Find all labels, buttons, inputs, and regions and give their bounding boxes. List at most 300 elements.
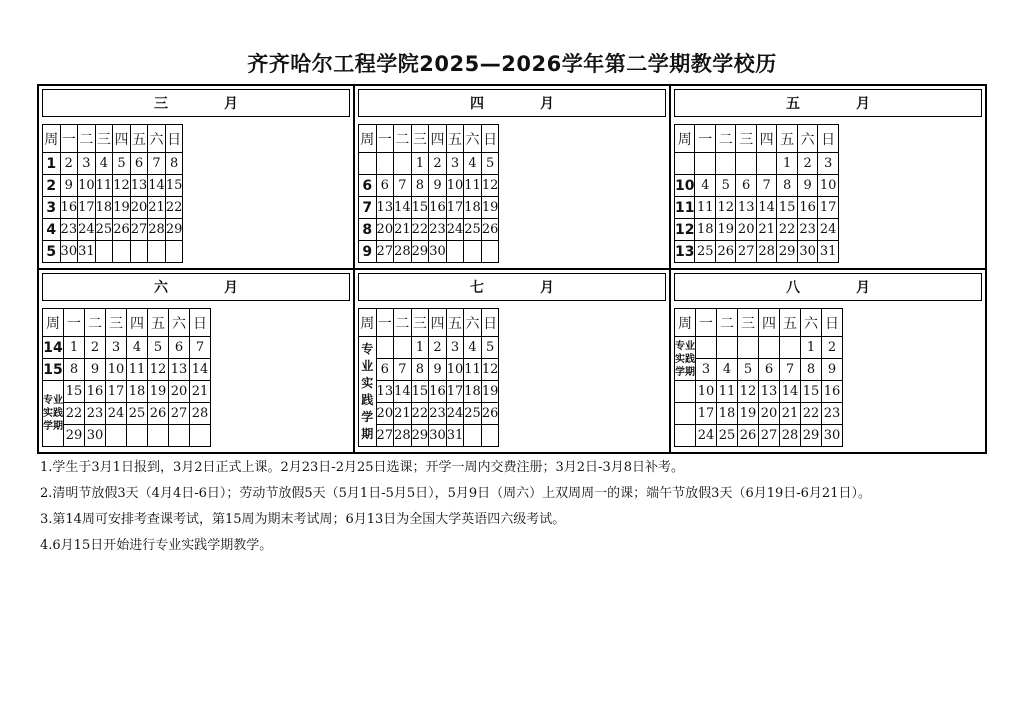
day-cell: 13	[130, 175, 148, 197]
day-cell: 26	[113, 219, 131, 241]
day-cell: 12	[148, 359, 169, 381]
day-cell: 12	[113, 175, 131, 197]
weekday-header-row	[359, 125, 499, 153]
weekday-header: 一	[60, 125, 78, 153]
week-number: 13	[675, 241, 695, 263]
day-cell: 10	[106, 359, 127, 381]
weekday-header: 二	[715, 125, 735, 153]
day-cell: 7	[756, 175, 776, 197]
day-cell: 16	[85, 381, 106, 403]
week-row	[675, 175, 839, 197]
week-number	[675, 153, 695, 175]
day-cell: 29	[411, 241, 429, 263]
month-unit: 月	[856, 280, 870, 296]
day-cell: 17	[106, 381, 127, 403]
day-cell: 13	[736, 197, 756, 219]
day-cell: 9	[60, 175, 78, 197]
day-cell: 10	[696, 381, 717, 403]
week-row	[359, 359, 499, 381]
day-cell: 6	[130, 153, 148, 175]
week-row	[675, 359, 843, 381]
week-number	[359, 153, 377, 175]
weekday-header: 二	[717, 309, 738, 337]
day-cell: 26	[148, 403, 169, 425]
day-cell: 12	[481, 175, 499, 197]
month-header	[42, 89, 350, 117]
day-cell: 8	[777, 175, 797, 197]
day-cell: 28	[394, 425, 412, 447]
practice-term-label-char: 学	[361, 409, 374, 424]
month-unit: 月	[224, 280, 238, 296]
day-cell	[481, 241, 499, 263]
day-cell: 30	[797, 241, 817, 263]
week-column-header: 周	[43, 125, 61, 153]
day-cell: 30	[60, 241, 78, 263]
day-cell: 27	[376, 425, 394, 447]
day-cell: 6	[169, 337, 190, 359]
week-row	[675, 337, 843, 359]
day-cell: 25	[464, 403, 482, 425]
note-item: 1.学生于3月1日报到，3月2日正式上课。2月23日-2月25日选课；开学一周内交费注册；3月2日-3月8日补考。	[40, 460, 684, 475]
day-cell	[394, 153, 412, 175]
week-number: 11	[675, 197, 695, 219]
month-unit: 月	[224, 96, 238, 112]
day-cell: 20	[169, 381, 190, 403]
week-row	[43, 197, 183, 219]
weekday-header: 四	[429, 309, 447, 337]
day-cell: 29	[411, 425, 429, 447]
calendar-frame	[37, 84, 987, 454]
weekday-header: 五	[446, 309, 464, 337]
month-name: 三	[154, 96, 168, 112]
day-cell: 18	[127, 381, 148, 403]
day-cell: 17	[446, 381, 464, 403]
week-row	[359, 219, 499, 241]
day-cell: 16	[60, 197, 78, 219]
day-cell: 14	[394, 381, 412, 403]
week-row	[359, 175, 499, 197]
day-cell: 9	[429, 175, 447, 197]
week-number: 1	[43, 153, 61, 175]
week-row	[43, 381, 211, 403]
day-cell: 4	[464, 153, 482, 175]
day-cell: 21	[394, 219, 412, 241]
day-cell	[394, 337, 412, 359]
week-number: 5	[43, 241, 61, 263]
day-cell: 6	[736, 175, 756, 197]
day-cell: 27	[169, 403, 190, 425]
day-cell: 5	[715, 175, 735, 197]
weekday-header: 一	[696, 309, 717, 337]
day-cell	[169, 425, 190, 447]
week-row	[359, 153, 499, 175]
week-column-header: 周	[675, 125, 695, 153]
weekday-header: 日	[822, 309, 843, 337]
day-cell: 16	[429, 381, 447, 403]
week-row	[359, 241, 499, 263]
day-cell: 2	[822, 337, 843, 359]
week-row	[359, 337, 499, 359]
weekday-header: 三	[736, 125, 756, 153]
day-cell: 29	[801, 425, 822, 447]
weekday-header-row	[359, 309, 499, 337]
day-cell: 17	[78, 197, 96, 219]
weekday-header: 日	[481, 125, 499, 153]
practice-term-label-line: 专业	[675, 341, 695, 352]
weekday-header: 五	[446, 125, 464, 153]
week-number: 3	[43, 197, 61, 219]
week-row	[43, 153, 183, 175]
week-row	[675, 197, 839, 219]
day-cell: 8	[411, 175, 429, 197]
note-item: 3.第14周可安排考查课考试，第15周为期末考试周；6月13日为全国大学英语四六级考试。	[40, 512, 566, 527]
month-name: 八	[786, 280, 800, 296]
day-cell: 20	[736, 219, 756, 241]
day-cell: 15	[64, 381, 85, 403]
day-cell: 22	[777, 219, 797, 241]
month-block-april	[354, 85, 670, 269]
day-cell: 12	[715, 197, 735, 219]
day-cell: 30	[429, 425, 447, 447]
day-cell: 19	[481, 197, 499, 219]
day-cell: 19	[481, 381, 499, 403]
day-cell: 28	[780, 425, 801, 447]
day-cell: 1	[411, 153, 429, 175]
weekday-header: 六	[148, 125, 166, 153]
day-cell: 21	[148, 197, 166, 219]
week-number: 9	[359, 241, 377, 263]
weekday-header: 二	[85, 309, 106, 337]
day-cell: 23	[60, 219, 78, 241]
day-cell: 10	[446, 175, 464, 197]
week-column-header: 周	[359, 309, 377, 337]
month-header	[42, 273, 350, 301]
month-name: 四	[470, 96, 484, 112]
weekday-header: 四	[113, 125, 131, 153]
day-cell: 6	[759, 359, 780, 381]
day-cell	[464, 425, 482, 447]
day-cell: 15	[777, 197, 797, 219]
month-header	[358, 273, 666, 301]
day-cell: 24	[696, 425, 717, 447]
month-unit: 月	[856, 96, 870, 112]
day-cell: 18	[464, 197, 482, 219]
day-cell: 29	[64, 425, 85, 447]
weekday-header: 日	[165, 125, 183, 153]
day-cell: 17	[818, 197, 838, 219]
day-cell: 9	[85, 359, 106, 381]
day-cell: 20	[759, 403, 780, 425]
day-cell: 27	[736, 241, 756, 263]
week-row	[43, 403, 211, 425]
week-row	[43, 175, 183, 197]
week-number-empty	[675, 403, 696, 425]
practice-term-label	[43, 381, 64, 447]
day-cell	[780, 337, 801, 359]
calendar-table	[42, 124, 183, 263]
day-cell: 18	[695, 219, 715, 241]
day-cell: 28	[394, 241, 412, 263]
day-cell: 19	[715, 219, 735, 241]
day-cell	[95, 241, 113, 263]
day-cell: 20	[376, 403, 394, 425]
practice-term-label-line: 实践	[675, 354, 695, 365]
day-cell: 15	[411, 381, 429, 403]
weekday-header: 三	[738, 309, 759, 337]
day-cell: 7	[394, 359, 412, 381]
weekday-header: 六	[464, 125, 482, 153]
day-cell: 13	[376, 197, 394, 219]
day-cell: 26	[715, 241, 735, 263]
weekday-header: 三	[411, 125, 429, 153]
practice-term-label-line: 专业	[43, 395, 63, 406]
day-cell: 30	[822, 425, 843, 447]
day-cell: 1	[801, 337, 822, 359]
month-name: 五	[786, 96, 800, 112]
weekday-header: 一	[64, 309, 85, 337]
day-cell	[127, 425, 148, 447]
week-number: 6	[359, 175, 377, 197]
day-cell: 9	[429, 359, 447, 381]
day-cell: 19	[148, 381, 169, 403]
week-row	[675, 381, 843, 403]
weekday-header: 二	[394, 309, 412, 337]
week-number: 15	[43, 359, 64, 381]
weekday-header: 四	[429, 125, 447, 153]
week-number-empty	[675, 425, 696, 447]
day-cell	[376, 153, 394, 175]
week-number: 8	[359, 219, 377, 241]
day-cell: 12	[481, 359, 499, 381]
practice-term-label	[359, 337, 377, 447]
day-cell: 15	[411, 197, 429, 219]
day-cell: 24	[446, 219, 464, 241]
day-cell: 14	[394, 197, 412, 219]
day-cell	[148, 241, 166, 263]
weekday-header: 五	[777, 125, 797, 153]
day-cell	[464, 241, 482, 263]
day-cell: 27	[130, 219, 148, 241]
day-cell: 27	[376, 241, 394, 263]
week-row	[43, 337, 211, 359]
weekday-header: 四	[127, 309, 148, 337]
week-row	[359, 425, 499, 447]
day-cell: 22	[411, 403, 429, 425]
day-cell: 4	[95, 153, 113, 175]
day-cell	[376, 337, 394, 359]
weekday-header: 五	[148, 309, 169, 337]
day-cell: 1	[64, 337, 85, 359]
weekday-header: 三	[106, 309, 127, 337]
weekday-header: 五	[780, 309, 801, 337]
week-column-header: 周	[359, 125, 377, 153]
day-cell: 4	[695, 175, 715, 197]
day-cell: 24	[446, 403, 464, 425]
week-row	[675, 153, 839, 175]
day-cell: 12	[738, 381, 759, 403]
day-cell	[695, 153, 715, 175]
day-cell: 3	[446, 337, 464, 359]
day-cell: 5	[481, 337, 499, 359]
week-row	[43, 219, 183, 241]
day-cell: 25	[695, 241, 715, 263]
weekday-header: 三	[95, 125, 113, 153]
day-cell: 19	[113, 197, 131, 219]
day-cell: 3	[696, 359, 717, 381]
day-cell: 5	[113, 153, 131, 175]
month-block-may	[670, 85, 986, 269]
day-cell	[759, 337, 780, 359]
day-cell: 15	[801, 381, 822, 403]
practice-term-label-char: 专	[361, 341, 374, 356]
week-row	[675, 425, 843, 447]
day-cell: 10	[818, 175, 838, 197]
day-cell: 14	[780, 381, 801, 403]
day-cell: 7	[780, 359, 801, 381]
day-cell: 10	[78, 175, 96, 197]
day-cell: 11	[95, 175, 113, 197]
weekday-header: 四	[759, 309, 780, 337]
day-cell: 28	[190, 403, 211, 425]
day-cell: 30	[85, 425, 106, 447]
week-row	[43, 241, 183, 263]
month-block-august	[670, 269, 986, 453]
month-header	[358, 89, 666, 117]
weekday-header-row	[675, 309, 843, 337]
day-cell: 8	[64, 359, 85, 381]
day-cell: 31	[818, 241, 838, 263]
day-cell: 23	[797, 219, 817, 241]
month-block-june	[38, 269, 354, 453]
practice-term-label-line: 学期	[43, 421, 63, 432]
day-cell: 5	[481, 153, 499, 175]
week-number-empty	[675, 381, 696, 403]
day-cell: 1	[777, 153, 797, 175]
week-row	[675, 403, 843, 425]
day-cell: 3	[446, 153, 464, 175]
note-item: 4.6月15日开始进行专业实践学期教学。	[40, 538, 273, 553]
day-cell: 25	[127, 403, 148, 425]
day-cell: 23	[85, 403, 106, 425]
weekday-header: 六	[169, 309, 190, 337]
calendar-table	[358, 124, 499, 263]
weekday-header: 一	[376, 125, 394, 153]
day-cell: 15	[165, 175, 183, 197]
week-number: 4	[43, 219, 61, 241]
weekday-header-row	[43, 309, 211, 337]
day-cell: 8	[411, 359, 429, 381]
day-cell: 17	[696, 403, 717, 425]
weekday-header: 三	[411, 309, 429, 337]
weekday-header: 日	[190, 309, 211, 337]
day-cell: 9	[797, 175, 817, 197]
day-cell	[148, 425, 169, 447]
day-cell: 7	[394, 175, 412, 197]
day-cell: 13	[759, 381, 780, 403]
weekday-header: 一	[695, 125, 715, 153]
weekday-header-row	[43, 125, 183, 153]
day-cell: 18	[717, 403, 738, 425]
day-cell: 3	[78, 153, 96, 175]
day-cell: 16	[797, 197, 817, 219]
month-unit: 月	[540, 280, 554, 296]
day-cell	[717, 337, 738, 359]
day-cell: 6	[376, 175, 394, 197]
day-cell: 2	[429, 337, 447, 359]
day-cell: 31	[78, 241, 96, 263]
calendar-table	[358, 308, 499, 447]
day-cell: 8	[165, 153, 183, 175]
weekday-header: 日	[481, 309, 499, 337]
practice-term-label-char: 实	[361, 375, 374, 390]
day-cell: 13	[376, 381, 394, 403]
calendar-table	[674, 124, 839, 263]
day-cell	[190, 425, 211, 447]
day-cell: 20	[130, 197, 148, 219]
day-cell	[738, 337, 759, 359]
day-cell: 7	[190, 337, 211, 359]
day-cell: 31	[446, 425, 464, 447]
weekday-header: 二	[78, 125, 96, 153]
day-cell: 21	[190, 381, 211, 403]
day-cell: 21	[394, 403, 412, 425]
practice-term-label-line: 实践	[43, 408, 63, 419]
day-cell: 26	[481, 219, 499, 241]
day-cell: 18	[95, 197, 113, 219]
week-number: 14	[43, 337, 64, 359]
day-cell	[756, 153, 776, 175]
day-cell: 2	[429, 153, 447, 175]
day-cell	[106, 425, 127, 447]
day-cell: 2	[85, 337, 106, 359]
day-cell: 23	[822, 403, 843, 425]
weekday-header: 一	[376, 309, 394, 337]
day-cell: 24	[78, 219, 96, 241]
day-cell: 25	[95, 219, 113, 241]
day-cell: 2	[60, 153, 78, 175]
weekday-header: 二	[394, 125, 412, 153]
month-header	[674, 273, 982, 301]
day-cell: 11	[464, 175, 482, 197]
day-cell: 17	[446, 197, 464, 219]
calendar-table	[674, 308, 843, 447]
weekday-header: 六	[464, 309, 482, 337]
day-cell: 11	[464, 359, 482, 381]
day-cell	[165, 241, 183, 263]
day-cell: 29	[165, 219, 183, 241]
day-cell	[736, 153, 756, 175]
practice-term-label-line: 学期	[675, 367, 695, 378]
month-name: 六	[154, 280, 168, 296]
week-number: 10	[675, 175, 695, 197]
day-cell: 4	[717, 359, 738, 381]
month-name: 七	[470, 280, 484, 296]
day-cell: 26	[481, 403, 499, 425]
day-cell: 28	[148, 219, 166, 241]
weekday-header: 四	[756, 125, 776, 153]
day-cell: 13	[169, 359, 190, 381]
day-cell: 27	[759, 425, 780, 447]
day-cell: 23	[429, 403, 447, 425]
weekday-header-row	[675, 125, 839, 153]
day-cell: 18	[464, 381, 482, 403]
day-cell: 4	[464, 337, 482, 359]
day-cell: 22	[64, 403, 85, 425]
day-cell: 25	[464, 219, 482, 241]
day-cell: 14	[756, 197, 776, 219]
month-header	[674, 89, 982, 117]
week-row	[359, 381, 499, 403]
